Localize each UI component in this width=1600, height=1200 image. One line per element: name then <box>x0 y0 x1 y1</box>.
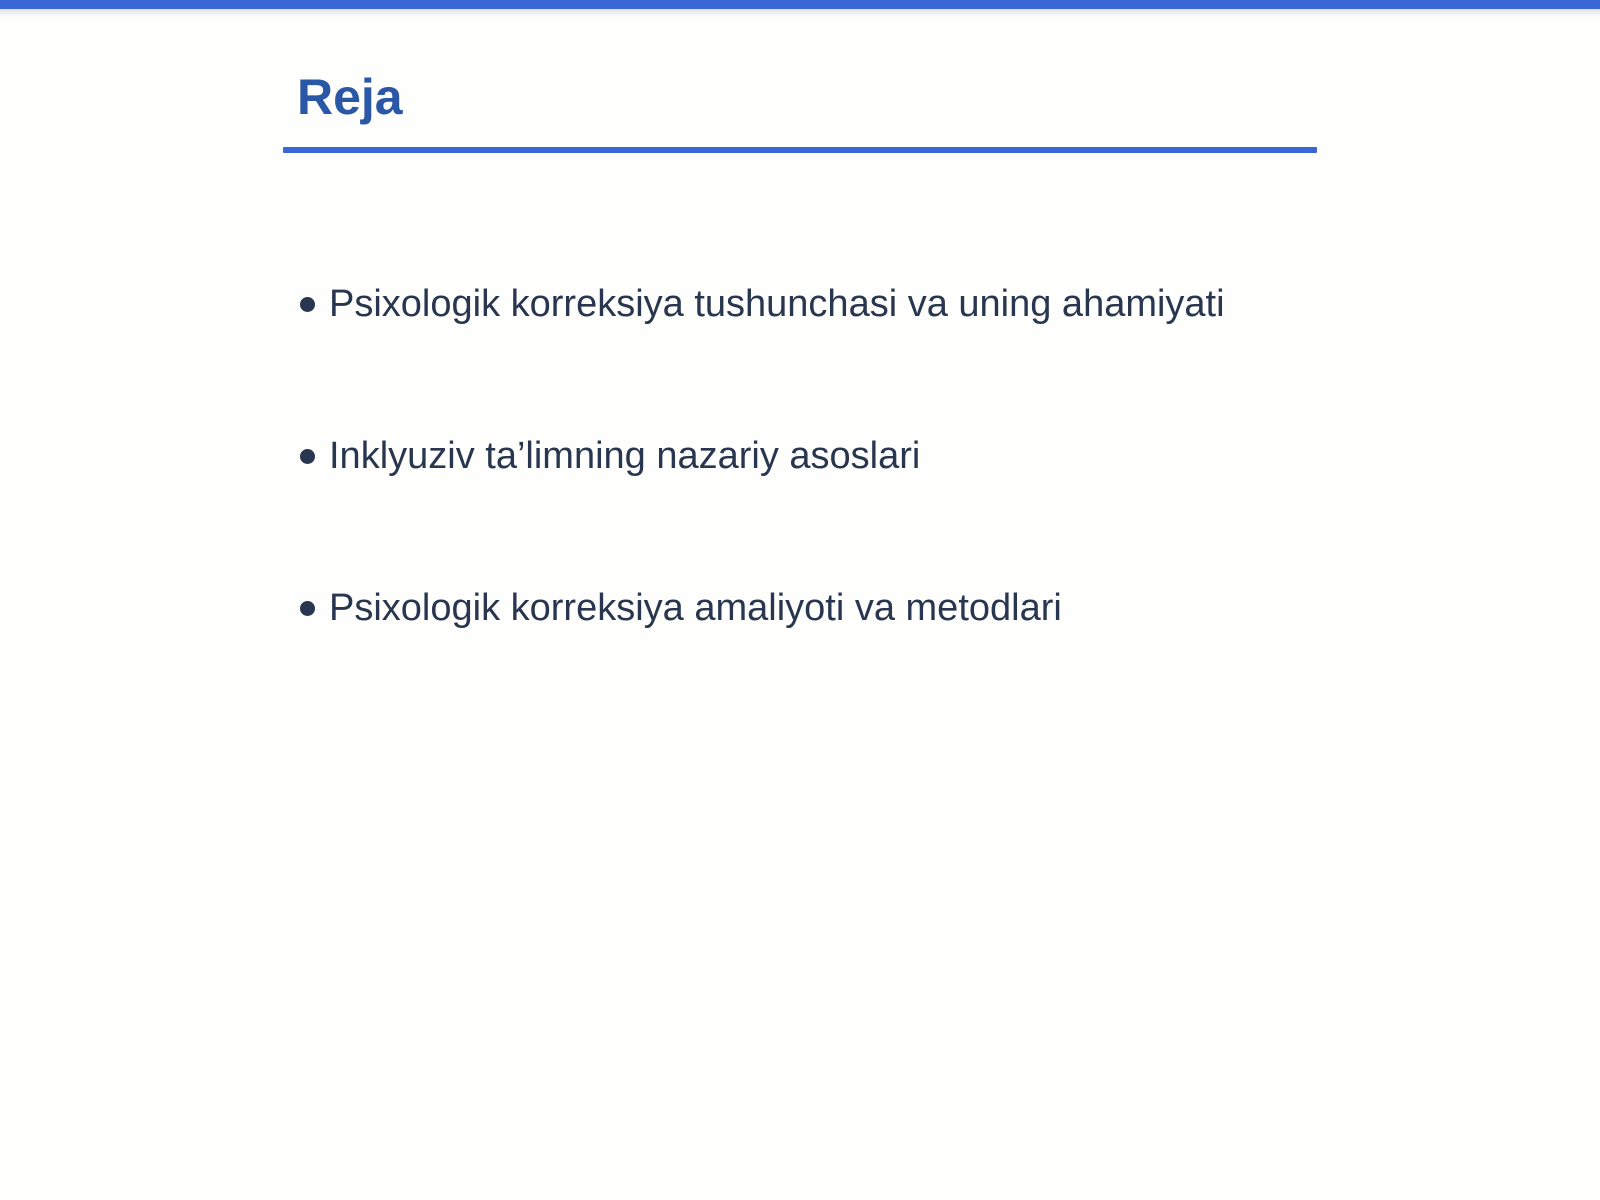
bullet-icon <box>300 297 315 312</box>
list-item-text: Psixologik korreksiya amaliyoti va metodlari <box>329 586 1062 629</box>
title-underline <box>283 147 1317 153</box>
plan-list <box>300 278 1225 734</box>
top-bar-shadow <box>0 9 1600 17</box>
list-item <box>300 278 1225 330</box>
top-accent-bar <box>0 0 1600 9</box>
list-item-text: Inklyuziv ta’limning nazariy asoslari <box>329 434 921 477</box>
bullet-icon <box>300 449 315 464</box>
list-item-text: Psixologik korreksiya tushunchasi va uning ahamiyati <box>329 282 1225 325</box>
list-item <box>300 430 1225 482</box>
slide-title: Reja <box>297 69 403 125</box>
bullet-icon <box>300 601 315 616</box>
list-item <box>300 582 1225 634</box>
